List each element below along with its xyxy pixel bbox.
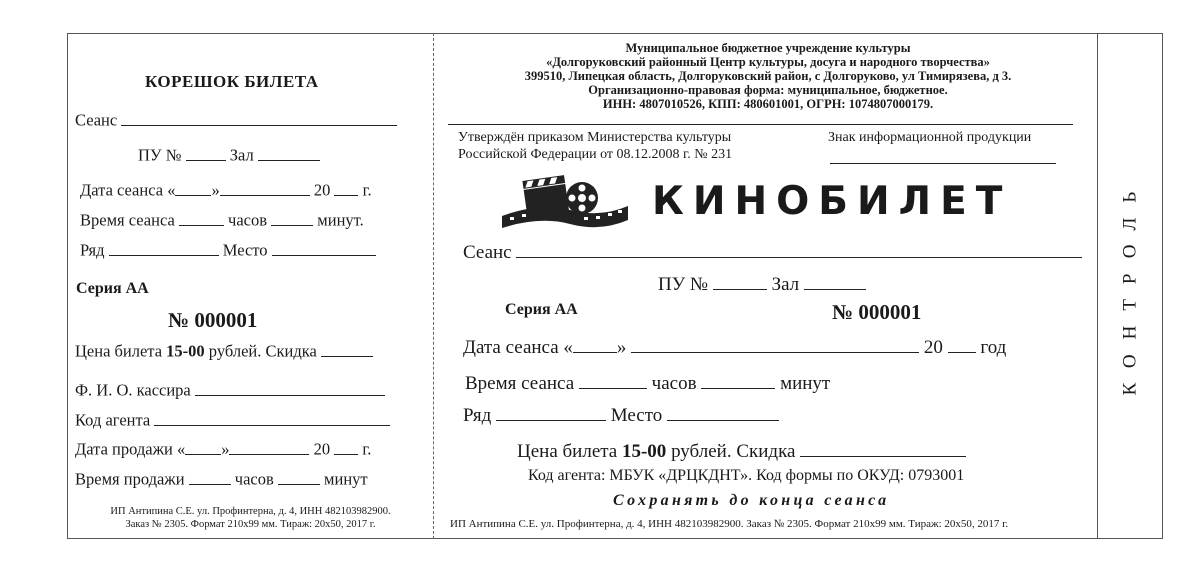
stub-row-seat-field: Ряд Место [80, 238, 376, 261]
ticket-title: КИНОБИЛЕТ [652, 179, 1012, 224]
time-field: Время сеанса часов минут [465, 369, 830, 395]
stub-date-field: Дата сеанса « » 20 г. [80, 178, 372, 201]
price-field: Цена билета 15-00 рублей. Скидка [517, 437, 966, 463]
approval-note: Утверждён приказом Министерства культуры Российской Федерации от 08.12.2008 г. № 231 [458, 130, 733, 162]
org-name-line: Муниципальное бюджетное учреждение культуры [625, 41, 911, 55]
keep-until-end-note: Сохранять до конца сеанса [613, 492, 890, 509]
stub-printer-line-1: ИП Антипина С.Е. ул. Профинтерна, д. 4, ИНН 482103982900. [110, 506, 391, 517]
stub-title: КОРЕШОК БИЛЕТА [145, 72, 319, 91]
stub-number: № 000001 [168, 308, 258, 332]
stub-sale-date-field: Дата продажи « » 20 г. [75, 437, 371, 460]
control-label: КОНТРОЛЬ [1119, 176, 1141, 396]
org-full-name: «Долгоруковский районный Центр культуры, досуга и народного творчества» [546, 55, 990, 69]
stub-price-field: Цена билета 15-00 рублей. Скидка [75, 339, 373, 362]
row-seat-field: Ряд Место [463, 401, 779, 427]
pu-hall-field: ПУ № Зал [658, 270, 866, 296]
org-form: Организационно-правовая форма: муниципальное, бюджетное. [588, 83, 948, 97]
stub-time-field: Время сеанса часов минут. [80, 208, 364, 231]
ticket-number: № 000001 [832, 300, 922, 324]
session-field: Сеанс [463, 238, 1082, 264]
org-requisites: ИНН: 4807010526, КПП: 480601001, ОГРН: 1074807000179. [602, 97, 934, 111]
stub-session-field: Сеанс [75, 108, 397, 131]
control-strip [1098, 33, 1163, 539]
film-clapper-reel-icon [500, 172, 630, 230]
stub-cashier-field: Ф. И. О. кассира [75, 378, 385, 401]
series: Серия АА [505, 301, 578, 318]
tear-line [433, 33, 434, 539]
stub-sale-time-field: Время продажи часов минут [75, 467, 368, 490]
agent-okud: Код агента: МБУК «ДРЦКДНТ». Код формы по ОКУД: 0793001 [528, 467, 965, 484]
header-rule [448, 124, 1073, 125]
printer-info: ИП Антипина С.Е. ул. Профинтерна, д. 4, ИНН 482103982900. Заказ № 2305. Формат 210х99 мм. Тираж: 20х50, 2017 г. [450, 518, 1009, 530]
info-product-line [830, 163, 1056, 164]
stub-agent-field: Код агента [75, 408, 390, 431]
org-address: 399510, Липецкая область, Долгоруковский район, с Долгоруково, ул Тимирязева, д 3. [524, 69, 1012, 83]
info-product-mark: Знак информационной продукции [828, 130, 1032, 145]
stub-pu-hall-field: ПУ № Зал [138, 143, 320, 166]
date-field: Дата сеанса « » 20 год [463, 333, 1006, 359]
stub-series: Серия АА [76, 280, 149, 297]
stub-printer-line-2: Заказ № 2305. Формат 210х99 мм. Тираж: 20х50, 2017 г. [125, 519, 376, 530]
